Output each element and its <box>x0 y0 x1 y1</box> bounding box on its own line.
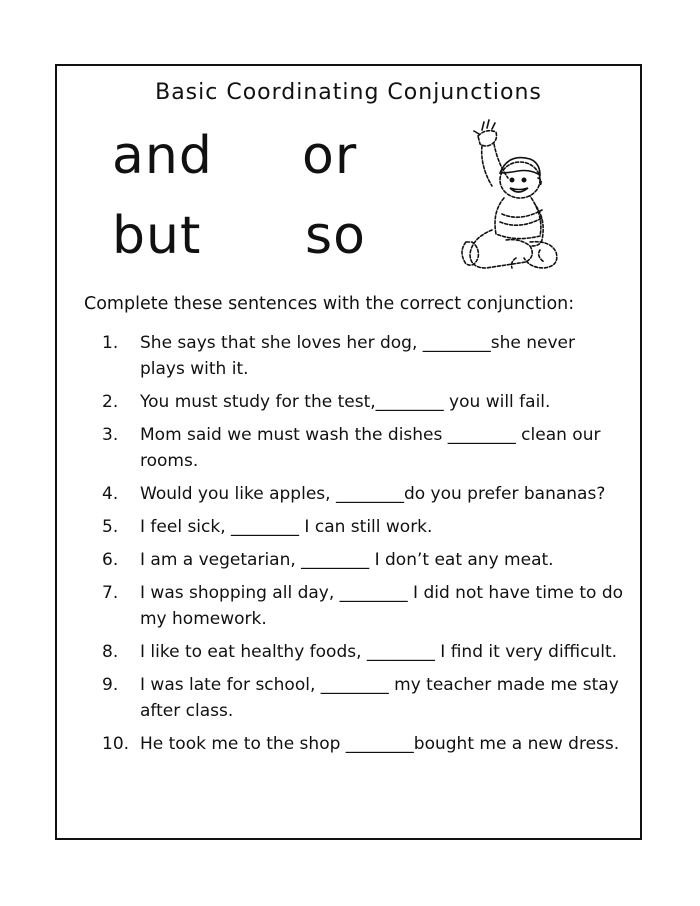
question-item <box>84 330 624 382</box>
question-text: Would you like apples, ________do you prefer bananas? <box>140 484 606 504</box>
question-number: 3. <box>102 425 119 445</box>
worksheet <box>55 64 642 840</box>
question-text: I was shopping all day, ________ I did not have time to do my homework. <box>140 583 624 629</box>
question-number: 8. <box>102 642 119 662</box>
question-item <box>84 731 624 757</box>
question-number: 5. <box>102 517 119 537</box>
question-number: 4. <box>102 484 119 504</box>
question-number: 1. <box>102 333 119 353</box>
cartoon-kid-illustration <box>452 118 562 288</box>
question-item <box>84 580 624 632</box>
instructions: Complete these sentences with the correct conjunction: <box>84 294 575 314</box>
question-text: She says that she loves her dog, ________she never plays with it. <box>140 333 576 379</box>
question-number: 10. <box>102 734 130 754</box>
question-list <box>84 330 624 764</box>
conjunction-so: so <box>305 206 366 266</box>
question-text: I was late for school, ________ my teacher made me stay after class. <box>140 675 619 721</box>
question-item <box>84 672 624 724</box>
question-text: You must study for the test,________ you will fail. <box>140 392 551 412</box>
question-item <box>84 422 624 474</box>
conjunction-or: or <box>302 126 358 186</box>
question-item <box>84 389 624 415</box>
question-item <box>84 481 624 507</box>
question-text: I feel sick, ________ I can still work. <box>140 517 433 537</box>
question-item <box>84 514 624 540</box>
question-text: I am a vegetarian, ________ I don’t eat any meat. <box>140 550 554 570</box>
conjunction-but: but <box>112 206 202 266</box>
worksheet-title: Basic Coordinating Conjunctions <box>155 80 542 105</box>
conjunction-and: and <box>112 126 213 186</box>
question-text: Mom said we must wash the dishes ________ clean our rooms. <box>140 425 601 471</box>
question-number: 6. <box>102 550 119 570</box>
question-number: 7. <box>102 583 119 603</box>
question-number: 9. <box>102 675 119 695</box>
question-item <box>84 547 624 573</box>
question-text: I like to eat healthy foods, ________ I find it very difficult. <box>140 642 618 662</box>
question-text: He took me to the shop ________bought me a new dress. <box>140 734 620 754</box>
question-number: 2. <box>102 392 119 412</box>
question-item <box>84 639 624 665</box>
